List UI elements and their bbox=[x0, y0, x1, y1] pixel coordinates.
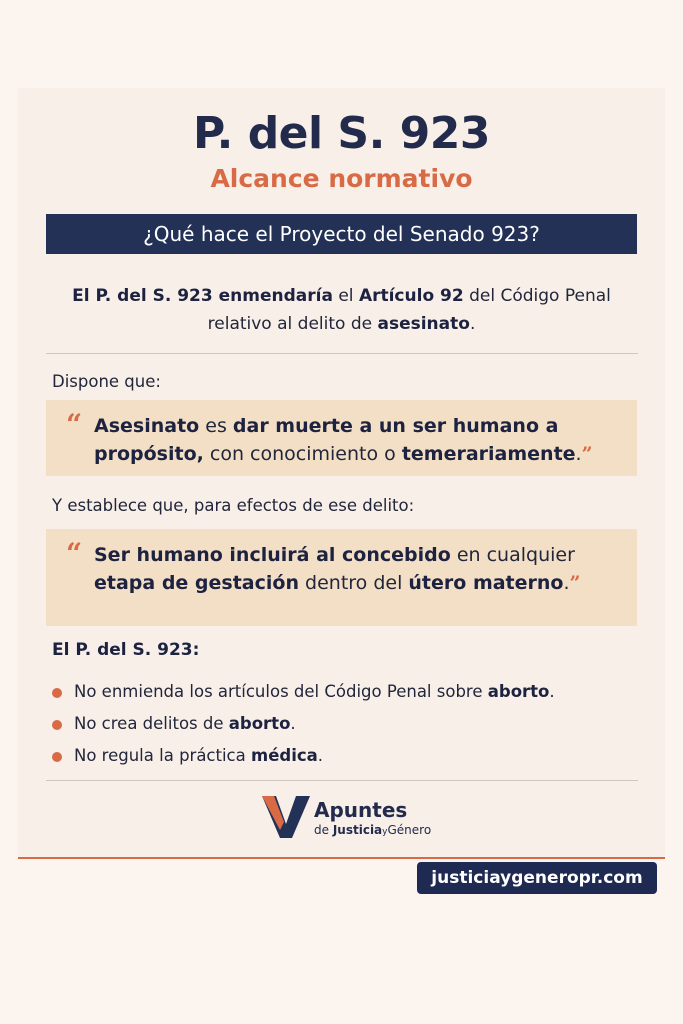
logo-line-1: Apuntes bbox=[314, 798, 408, 822]
logo-genero: Género bbox=[387, 823, 432, 837]
intro-bold-3: Artículo 92 bbox=[358, 286, 464, 306]
footer-divider bbox=[18, 857, 665, 859]
brand-logo bbox=[262, 796, 482, 844]
quote-1-text-d: con conocimiento o bbox=[203, 443, 402, 465]
list-item-bold: aborto bbox=[487, 682, 550, 701]
intro-text-4: del Código Penal relativo al delito de bbox=[207, 286, 611, 334]
website-link[interactable]: justiciaygeneropr.com bbox=[417, 862, 657, 894]
question-banner: ¿Qué hace el Proyecto del Senado 923? bbox=[46, 214, 637, 254]
quote-1-bold-c: dar muerte a un ser humano a propósito, bbox=[94, 415, 559, 465]
list-item-tail: . bbox=[549, 682, 555, 701]
section2-label: Y establece que, para efectos de ese delito: bbox=[52, 496, 415, 515]
quote-2-text-f: . bbox=[563, 572, 570, 594]
quote-1-text bbox=[94, 412, 614, 468]
list-item-bold: aborto bbox=[228, 714, 291, 733]
close-quote-icon: ” bbox=[569, 572, 581, 594]
intro-text-2: el bbox=[332, 286, 359, 306]
logo-prefix: de bbox=[314, 823, 333, 837]
list-item-tail: . bbox=[290, 714, 296, 733]
quote-2-bold-a: Ser humano incluirá al concebido bbox=[94, 544, 451, 566]
list-item-bold: médica bbox=[251, 746, 318, 765]
list-item bbox=[52, 708, 555, 740]
quote-1-bold-a: Asesinato bbox=[94, 415, 200, 437]
divider bbox=[46, 780, 638, 781]
v-logo-icon bbox=[262, 796, 310, 838]
list-item bbox=[52, 676, 555, 708]
quote-2-text-d: dentro del bbox=[298, 572, 409, 594]
intro-paragraph bbox=[40, 282, 643, 338]
quote-2-text-b: en cualquier bbox=[450, 544, 575, 566]
intro-bold-5: asesinato bbox=[377, 314, 470, 334]
list-item bbox=[52, 740, 555, 772]
page-title: P. del S. 923 bbox=[192, 108, 490, 159]
intro-bold-1: El P. del S. 923 enmendaría bbox=[72, 286, 333, 306]
logo-line-2 bbox=[314, 823, 431, 837]
bullet-dot-icon bbox=[52, 688, 62, 698]
section1-label: Dispone que: bbox=[52, 372, 161, 391]
open-quote-icon: “ bbox=[66, 408, 83, 441]
list-item-text: No crea delitos de bbox=[74, 714, 229, 733]
list-item-text: No enmienda los artículos del Código Penal sobre bbox=[74, 682, 488, 701]
intro-text-6: . bbox=[469, 314, 476, 334]
logo-justicia: Justicia bbox=[332, 823, 383, 837]
quote-1-bold-e: temerariamente bbox=[401, 443, 576, 465]
logo-y: y bbox=[382, 827, 388, 837]
quote-1-text-b: es bbox=[199, 415, 233, 437]
bullet-dot-icon bbox=[52, 720, 62, 730]
list-item-text: No regula la práctica bbox=[74, 746, 251, 765]
points-heading: El P. del S. 923: bbox=[52, 640, 200, 660]
divider bbox=[46, 353, 638, 354]
open-quote-icon: “ bbox=[66, 537, 83, 570]
close-quote-icon: ” bbox=[581, 443, 593, 465]
points-list bbox=[52, 676, 555, 772]
quote-box-1 bbox=[46, 400, 637, 476]
quote-1-text-f: . bbox=[575, 443, 582, 465]
quote-box-2 bbox=[46, 529, 637, 626]
list-item-tail: . bbox=[317, 746, 324, 765]
quote-2-bold-e: útero materno bbox=[408, 572, 564, 594]
quote-2-bold-c: etapa de gestación bbox=[94, 572, 299, 594]
page-subtitle: Alcance normativo bbox=[210, 164, 473, 193]
bullet-dot-icon bbox=[52, 752, 62, 762]
quote-2-text bbox=[94, 541, 614, 597]
